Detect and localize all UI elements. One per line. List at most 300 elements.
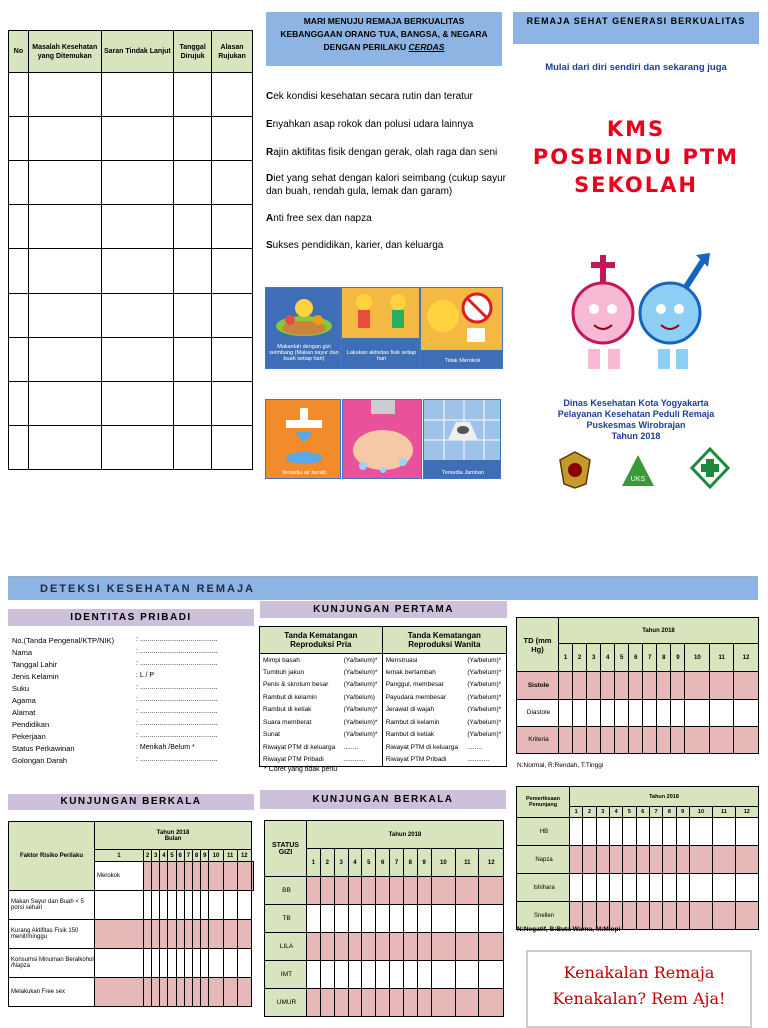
kp-cell[interactable]: (Ya/belum)* <box>467 656 502 664</box>
entry-cell[interactable] <box>237 920 251 949</box>
entry-cell[interactable] <box>623 874 636 902</box>
kp-cell[interactable]: (Ya/belum)* <box>341 666 383 679</box>
entry-cell[interactable] <box>348 905 362 933</box>
entry-cell[interactable] <box>403 905 417 933</box>
entry-cell[interactable] <box>735 818 758 846</box>
entry-cell[interactable] <box>390 961 404 989</box>
entry-cell[interactable] <box>376 877 390 905</box>
entry-cell[interactable] <box>735 902 758 930</box>
kp-cell: Riwayat PTM di keluarga <box>385 743 458 751</box>
rujukan-cell[interactable] <box>9 293 29 337</box>
entry-cell[interactable] <box>390 933 404 961</box>
entry-cell[interactable] <box>320 905 334 933</box>
rujukan-cell[interactable] <box>101 117 174 161</box>
entry-cell[interactable] <box>95 978 144 1007</box>
entry-cell[interactable] <box>95 920 144 949</box>
rujukan-cell[interactable] <box>174 161 212 205</box>
entry-cell[interactable] <box>636 818 649 846</box>
entry-cell[interactable] <box>376 989 390 1017</box>
entry-cell[interactable] <box>629 672 643 699</box>
rujukan-cell[interactable] <box>101 293 174 337</box>
entry-cell[interactable] <box>168 949 176 978</box>
entry-cell[interactable] <box>160 862 168 891</box>
entry-cell[interactable] <box>735 846 758 874</box>
kp-col-pria: Tanda Kematangan Reproduksi Pria <box>260 627 383 654</box>
entry-cell[interactable] <box>168 862 176 891</box>
entry-cell[interactable] <box>431 933 456 961</box>
entry-cell[interactable] <box>663 902 676 930</box>
entry-cell[interactable] <box>143 862 151 891</box>
rujukan-cell[interactable] <box>28 161 101 205</box>
gender-mascot-icon <box>558 245 714 381</box>
entry-cell[interactable] <box>636 902 649 930</box>
entry-cell[interactable] <box>570 846 583 874</box>
kp-cell[interactable]: (Ya/belum) <box>341 691 383 704</box>
entry-cell[interactable] <box>201 891 209 920</box>
entry-cell[interactable] <box>201 862 209 891</box>
entry-cell[interactable] <box>713 846 735 874</box>
entry-cell[interactable] <box>456 905 479 933</box>
kp-cell[interactable]: ............ <box>467 756 490 763</box>
entry-cell[interactable] <box>417 961 431 989</box>
entry-cell[interactable] <box>209 920 223 949</box>
entry-cell[interactable] <box>713 902 735 930</box>
entry-cell[interactable] <box>609 846 622 874</box>
month-cell: 6 <box>376 849 390 877</box>
entry-cell[interactable] <box>184 891 192 920</box>
entry-cell[interactable] <box>643 699 657 726</box>
entry-cell[interactable] <box>657 672 671 699</box>
cerdas-cap: D <box>266 173 274 184</box>
entry-cell[interactable] <box>710 699 734 726</box>
rujukan-cell[interactable] <box>101 249 174 293</box>
entry-cell[interactable] <box>307 905 321 933</box>
rujukan-cell[interactable] <box>101 337 174 381</box>
entry-cell[interactable] <box>685 699 710 726</box>
entry-cell[interactable] <box>601 726 615 753</box>
entry-cell[interactable] <box>431 989 456 1017</box>
entry-cell[interactable] <box>609 818 622 846</box>
rujukan-cell[interactable] <box>101 205 174 249</box>
rujukan-cell[interactable] <box>212 381 253 425</box>
entry-cell[interactable] <box>176 920 184 949</box>
entry-cell[interactable] <box>573 672 587 699</box>
entry-cell[interactable] <box>403 989 417 1017</box>
identitas-value[interactable]: : ........................................ <box>136 648 218 655</box>
rujukan-cell[interactable] <box>174 249 212 293</box>
entry-cell[interactable] <box>184 920 192 949</box>
kp-cell[interactable]: (Ya/belum)* <box>467 731 502 739</box>
entry-cell[interactable] <box>209 978 223 1007</box>
entry-cell[interactable] <box>671 726 685 753</box>
entry-cell[interactable] <box>192 978 200 1007</box>
entry-cell[interactable] <box>209 862 223 891</box>
rujukan-cell[interactable] <box>28 205 101 249</box>
month-cell: 12 <box>735 807 758 818</box>
entry-cell[interactable] <box>663 818 676 846</box>
entry-cell[interactable] <box>320 933 334 961</box>
rujukan-cell[interactable] <box>174 73 212 117</box>
identitas-label: No.(Tanda Pengenal/KTP/NIK) <box>12 636 115 645</box>
entry-cell[interactable] <box>623 818 636 846</box>
entry-cell[interactable] <box>176 978 184 1007</box>
rujukan-cell[interactable] <box>9 73 29 117</box>
entry-cell[interactable] <box>583 846 596 874</box>
identitas-value[interactable]: : ........................................ <box>136 684 218 691</box>
entry-cell[interactable] <box>710 726 734 753</box>
entry-cell[interactable] <box>209 891 223 920</box>
entry-cell[interactable] <box>376 905 390 933</box>
rujukan-cell[interactable] <box>28 249 101 293</box>
entry-cell[interactable] <box>176 862 184 891</box>
entry-cell[interactable] <box>192 920 200 949</box>
entry-cell[interactable] <box>152 891 160 920</box>
kp-cell[interactable]: ........ <box>467 743 482 751</box>
entry-cell[interactable] <box>615 699 629 726</box>
entry-cell[interactable] <box>184 862 192 891</box>
rujukan-cell[interactable] <box>174 337 212 381</box>
rujukan-cell[interactable] <box>101 425 174 469</box>
entry-cell[interactable] <box>417 989 431 1017</box>
entry-cell[interactable] <box>362 989 376 1017</box>
entry-cell[interactable] <box>417 877 431 905</box>
entry-cell[interactable] <box>431 877 456 905</box>
uks-text: UKS <box>630 476 646 483</box>
entry-cell[interactable] <box>583 874 596 902</box>
entry-cell[interactable] <box>237 978 251 1007</box>
entry-cell[interactable] <box>623 902 636 930</box>
entry-cell[interactable] <box>583 818 596 846</box>
entry-cell[interactable] <box>184 949 192 978</box>
entry-cell[interactable] <box>570 818 583 846</box>
month-cell: 1 <box>559 644 573 672</box>
entry-cell[interactable] <box>201 920 209 949</box>
dinas-info <box>513 398 759 442</box>
entry-cell[interactable] <box>676 902 689 930</box>
entry-cell[interactable] <box>152 862 160 891</box>
entry-cell[interactable] <box>456 989 479 1017</box>
rujukan-cell[interactable] <box>101 73 174 117</box>
entry-cell[interactable] <box>390 989 404 1017</box>
kenakalan-poster <box>526 950 752 1028</box>
entry-cell[interactable] <box>689 818 712 846</box>
entry-cell[interactable] <box>587 726 601 753</box>
rujukan-cell[interactable] <box>212 161 253 205</box>
entry-cell[interactable] <box>456 961 479 989</box>
entry-cell[interactable] <box>403 933 417 961</box>
rujukan-cell[interactable] <box>174 117 212 161</box>
entry-cell[interactable] <box>160 978 168 1007</box>
entry-cell[interactable] <box>252 862 254 891</box>
entry-cell[interactable] <box>168 920 176 949</box>
entry-cell[interactable] <box>223 978 237 1007</box>
rujukan-cell[interactable] <box>9 381 29 425</box>
entry-cell[interactable] <box>362 961 376 989</box>
rujukan-cell[interactable] <box>9 205 29 249</box>
rujukan-cell[interactable] <box>174 293 212 337</box>
entry-cell[interactable] <box>334 905 348 933</box>
entry-cell[interactable] <box>587 672 601 699</box>
entry-cell[interactable] <box>676 846 689 874</box>
entry-cell[interactable] <box>307 877 321 905</box>
rujukan-cell[interactable] <box>212 293 253 337</box>
entry-cell[interactable] <box>713 874 735 902</box>
entry-cell[interactable] <box>643 726 657 753</box>
cerdas-cap: R <box>266 147 274 158</box>
rujukan-cell[interactable] <box>28 381 101 425</box>
entry-cell[interactable] <box>362 933 376 961</box>
entry-cell[interactable] <box>223 949 237 978</box>
entry-cell[interactable] <box>176 891 184 920</box>
entry-cell[interactable] <box>685 726 710 753</box>
rujukan-cell[interactable] <box>101 161 174 205</box>
identitas-value[interactable]: : ........................................ <box>136 708 218 715</box>
entry-cell[interactable] <box>456 933 479 961</box>
entry-cell[interactable] <box>152 978 160 1007</box>
entry-cell[interactable] <box>587 699 601 726</box>
entry-cell[interactable] <box>636 846 649 874</box>
gizi-seimbang-picture <box>265 287 341 369</box>
entry-cell[interactable] <box>160 920 168 949</box>
entry-cell[interactable] <box>307 989 321 1017</box>
entry-cell[interactable] <box>479 905 504 933</box>
entry-cell[interactable] <box>615 726 629 753</box>
entry-cell[interactable] <box>431 905 456 933</box>
entry-cell[interactable] <box>362 877 376 905</box>
kp-cell[interactable]: (Ya/belum)* <box>467 718 502 726</box>
entry-cell[interactable] <box>689 902 712 930</box>
entry-cell[interactable] <box>376 933 390 961</box>
rujukan-cell[interactable] <box>9 117 29 161</box>
entry-cell[interactable] <box>734 672 759 699</box>
entry-cell[interactable] <box>307 933 321 961</box>
entry-cell[interactable] <box>663 874 676 902</box>
entry-cell[interactable] <box>559 699 573 726</box>
entry-cell[interactable] <box>663 846 676 874</box>
entry-cell[interactable] <box>223 891 237 920</box>
entry-cell[interactable] <box>223 920 237 949</box>
entry-cell[interactable] <box>601 699 615 726</box>
kp-cell[interactable]: (Ya/belum)* <box>467 668 502 676</box>
entry-cell[interactable] <box>152 920 160 949</box>
entry-cell[interactable] <box>559 726 573 753</box>
rujukan-cell[interactable] <box>212 205 253 249</box>
rujukan-cell[interactable] <box>174 205 212 249</box>
entry-cell[interactable] <box>596 874 609 902</box>
entry-cell[interactable] <box>237 891 251 920</box>
rujukan-cell[interactable] <box>9 425 29 469</box>
entry-cell[interactable] <box>479 989 504 1017</box>
entry-cell[interactable] <box>601 672 615 699</box>
entry-cell[interactable] <box>390 877 404 905</box>
entry-cell[interactable] <box>671 699 685 726</box>
kp-col-wanita: Tanda Kematangan Reproduksi Wanita <box>382 627 506 654</box>
month-cell: 3 <box>334 849 348 877</box>
entry-cell[interactable] <box>710 672 734 699</box>
entry-cell[interactable] <box>209 949 223 978</box>
month-cell: 7 <box>643 644 657 672</box>
entry-cell[interactable] <box>615 672 629 699</box>
entry-cell[interactable] <box>362 905 376 933</box>
entry-cell[interactable] <box>676 874 689 902</box>
kp-cell[interactable]: (Ya/belum)* <box>467 681 502 689</box>
month-cell: 6 <box>636 807 649 818</box>
entry-cell[interactable] <box>403 961 417 989</box>
entry-cell[interactable] <box>334 961 348 989</box>
entry-cell[interactable] <box>176 949 184 978</box>
identitas-value[interactable]: : Menikah /Belum * <box>136 744 195 751</box>
identitas-value[interactable]: : ........................................ <box>136 696 218 703</box>
kp-cell[interactable]: (Ya/belum)* <box>341 704 383 717</box>
rujukan-cell[interactable] <box>174 381 212 425</box>
entry-cell[interactable] <box>734 699 759 726</box>
identitas-value[interactable]: : ........................................ <box>136 660 218 667</box>
entry-cell[interactable] <box>403 877 417 905</box>
entry-cell[interactable] <box>348 989 362 1017</box>
entry-cell[interactable] <box>570 874 583 902</box>
entry-cell[interactable] <box>573 699 587 726</box>
kp-cell[interactable]: ........ <box>341 741 383 754</box>
entry-cell[interactable] <box>431 961 456 989</box>
rujukan-cell[interactable] <box>28 425 101 469</box>
entry-cell[interactable] <box>456 877 479 905</box>
entry-cell[interactable] <box>573 726 587 753</box>
entry-cell[interactable] <box>192 891 200 920</box>
kunjungan-berkala-header: KUNJUNGAN BERKALA <box>8 794 254 810</box>
entry-cell[interactable] <box>649 846 662 874</box>
entry-cell[interactable] <box>168 891 176 920</box>
entry-cell[interactable] <box>160 949 168 978</box>
entry-cell[interactable] <box>201 949 209 978</box>
month-cell: 2 <box>320 849 334 877</box>
rujukan-cell[interactable] <box>212 337 253 381</box>
entry-cell[interactable] <box>160 891 168 920</box>
rujukan-cell[interactable] <box>28 293 101 337</box>
entry-cell[interactable] <box>184 978 192 1007</box>
kp-cell[interactable]: (Ya/belum)* <box>341 716 383 729</box>
kp-cell[interactable]: (Ya/belum)* <box>341 654 383 667</box>
entry-cell[interactable] <box>479 933 504 961</box>
entry-cell[interactable] <box>643 672 657 699</box>
entry-cell[interactable] <box>479 961 504 989</box>
identitas-value[interactable]: : ........................................ <box>136 732 218 739</box>
entry-cell[interactable] <box>334 877 348 905</box>
entry-cell[interactable] <box>713 818 735 846</box>
rujukan-cell[interactable] <box>101 381 174 425</box>
entry-cell[interactable] <box>143 920 151 949</box>
entry-cell[interactable] <box>320 877 334 905</box>
rujukan-cell[interactable] <box>212 249 253 293</box>
kp-cell[interactable]: (Ya/belum)* <box>341 679 383 692</box>
rujukan-cell[interactable] <box>9 161 29 205</box>
entry-cell[interactable] <box>348 961 362 989</box>
rujukan-cell[interactable] <box>212 425 253 469</box>
entry-cell[interactable] <box>676 818 689 846</box>
entry-cell[interactable] <box>479 877 504 905</box>
entry-cell[interactable] <box>596 846 609 874</box>
entry-cell[interactable] <box>237 862 251 891</box>
entry-cell[interactable] <box>143 978 151 1007</box>
entry-cell[interactable] <box>689 874 712 902</box>
entry-cell[interactable] <box>320 989 334 1017</box>
entry-cell[interactable] <box>735 874 758 902</box>
entry-cell[interactable] <box>307 961 321 989</box>
identitas-value[interactable]: : ........................................ <box>136 756 218 763</box>
cerdas-word: CERDAS <box>408 42 445 52</box>
kp-cell[interactable]: (Ya/belum)* <box>341 729 383 742</box>
entry-cell[interactable] <box>417 905 431 933</box>
entry-cell[interactable] <box>168 978 176 1007</box>
entry-cell[interactable] <box>671 672 685 699</box>
rujukan-cell[interactable] <box>212 117 253 161</box>
entry-cell[interactable] <box>143 891 151 920</box>
td_table-year <box>559 618 759 644</box>
entry-cell[interactable] <box>152 949 160 978</box>
rujukan-cell[interactable] <box>28 117 101 161</box>
entry-cell[interactable] <box>237 949 251 978</box>
entry-cell[interactable] <box>95 891 144 920</box>
identitas-value[interactable]: : ........................................ <box>136 636 218 643</box>
entry-cell[interactable] <box>348 877 362 905</box>
rujukan-cell[interactable] <box>9 337 29 381</box>
entry-cell[interactable] <box>596 818 609 846</box>
entry-cell[interactable] <box>348 933 362 961</box>
kp-cell[interactable]: (Ya/belum)* <box>467 706 502 714</box>
identitas-value[interactable]: : L / P <box>136 672 155 679</box>
entry-cell[interactable] <box>629 726 643 753</box>
entry-cell[interactable] <box>143 949 151 978</box>
rujukan-cell[interactable] <box>28 73 101 117</box>
entry-cell[interactable] <box>95 949 144 978</box>
cerdas-header-line1: MARI MENUJU REMAJA BERKUALITAS <box>303 16 465 26</box>
entry-cell[interactable] <box>657 699 671 726</box>
entry-cell[interactable] <box>636 874 649 902</box>
month-cell: 7 <box>184 850 192 862</box>
entry-cell[interactable] <box>223 862 237 891</box>
entry-cell[interactable] <box>390 905 404 933</box>
rujukan-cell[interactable] <box>9 249 29 293</box>
month-cell: 9 <box>676 807 689 818</box>
entry-cell[interactable] <box>192 862 200 891</box>
entry-cell[interactable] <box>376 961 390 989</box>
entry-cell[interactable] <box>609 874 622 902</box>
entry-cell[interactable] <box>685 672 710 699</box>
rujukan-cell[interactable] <box>174 425 212 469</box>
entry-cell[interactable] <box>649 818 662 846</box>
entry-cell[interactable] <box>623 846 636 874</box>
rujukan-cell[interactable] <box>28 337 101 381</box>
kunjungan_berkala_2-row <box>265 905 504 933</box>
rujukan-cell[interactable] <box>212 73 253 117</box>
identitas-value[interactable]: : ........................................ <box>136 720 218 727</box>
entry-cell[interactable] <box>192 949 200 978</box>
kp-cell[interactable]: (Ya/belum)* <box>467 693 502 701</box>
entry-cell[interactable] <box>657 726 671 753</box>
entry-cell[interactable] <box>649 874 662 902</box>
entry-cell[interactable] <box>334 933 348 961</box>
entry-cell[interactable] <box>649 902 662 930</box>
kenakalan-line2: Kenakalan? Rem Aja! <box>552 989 726 1008</box>
entry-cell[interactable] <box>320 961 334 989</box>
entry-cell[interactable] <box>417 933 431 961</box>
kp-cell[interactable]: ............ <box>341 754 383 767</box>
entry-cell[interactable] <box>689 846 712 874</box>
entry-cell[interactable] <box>629 699 643 726</box>
entry-cell[interactable] <box>334 989 348 1017</box>
entry-cell[interactable] <box>201 978 209 1007</box>
entry-cell[interactable] <box>734 726 759 753</box>
entry-cell[interactable] <box>559 672 573 699</box>
